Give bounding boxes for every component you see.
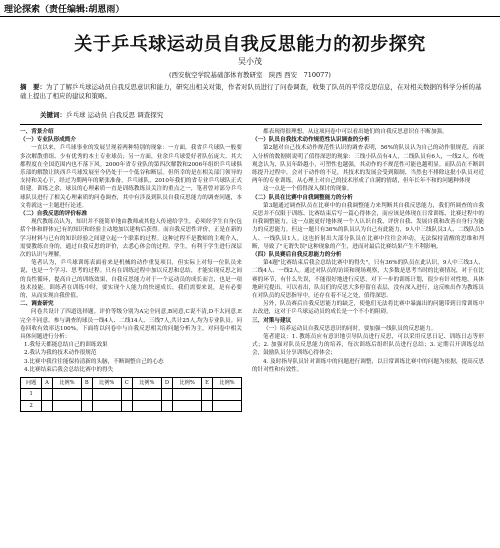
table-cell [212,389,241,400]
table-cell [132,400,161,411]
table-cell [121,389,132,400]
table-header-cell: E [202,378,213,389]
table-cell [42,400,53,411]
body-paragraph: 第4题"比赛结束后我会总结比赛中的得失"，只有36%的队员在此认识，9人中三线3人、二线4人、一线2人。通过对队员的访谈和现场观察，大多数是思考当时的比赛情况，对于在比赛的环节，有什么失误，不能很好地进行反思，对下一步的训练计划，很少有针对性地，具体地研究提出。可以看出，队员们的反思大多停留在表层，没有深入进行，这反映出作为教练员在对队员的反思指导中，还存在着不足之处，值得深思。 [252,260,484,300]
table-header-cell: 比例% [212,378,241,389]
section-heading: 三、对策与建议 [252,317,292,324]
section-heading: （二）自我反思的评价标准 [20,211,88,218]
question-item: 2.我认为我的技术动作很规范 [24,350,97,357]
table-cell: 1 [21,389,42,400]
body-paragraph: 另外，队员赛后自我反思能力的缺乏，使他们无法将比赛中暴露出的问题带到日常训练中去改进，这对于乒乓球运动员的成长是一个不小的阻碍。 [252,301,484,316]
table-header-cell: 比例% [173,378,202,389]
section-heading: （一）专业队形成简介 [20,137,76,144]
table-cell [161,389,172,400]
table-header-cell: B [81,378,92,389]
keywords-text: 乒乓球 运动员 自我反思 调查探究 [66,111,164,119]
abstract-label: 摘 要： [20,83,46,91]
table-cell [42,389,53,400]
section-heading: （四）队员赛后自我反思能力的分析 [252,252,342,259]
table-cell [202,389,213,400]
table-cell [52,389,81,400]
keywords [40,110,480,119]
journal-header-bar [0,0,500,17]
question-item: 4.比赛结束后我会总结比赛中的得失 [24,366,114,373]
article-author: 吴小茂 [238,57,262,66]
table-cell [132,389,161,400]
body-paragraph: 笔者建议：1. 教练员应有意识地引导队员进行反思，可以采用反思日记、训练日志等形式；2. 加强对队员反思能力的培养，每次训练后组织队员进行总结；3. 定期召开训练总结会，鼓励队员分享训练心得体会； [252,334,484,357]
table-cell: 2 [21,400,42,411]
column-label: 理论探索（责任编辑:胡恩雨） [4,5,125,15]
abstract [20,83,482,101]
table-header-cell: 问题 [21,378,42,389]
body-paragraph: 4. 及时指导队员针对训练中的问题进行调整，以日常训练比赛中的问题为依据，提高反思的针对性和有效性。 [252,358,484,373]
table-row [21,400,242,411]
section-heading: （二）队员在比赛中自我调整能力的分析 [252,194,353,201]
table-cell [81,389,92,400]
table-cell [161,400,172,411]
section-heading: 一、背景介绍 [20,129,54,135]
body-paragraph: 第3题通过调查队员在比赛中的自我调整能力来判断其自我反思能力，我们所调查的自我反思并不仅限于训练、比赛结束后写一篇心得体会，而应该是体现在日常训练、比赛过程中的自我调整能力，这一点能更好地体现一个人认识自我、评价自我、发展自我和改善自身行为能力的反思能力。但这一题只有36%的队员认为自己有此能力，9人中三线队员3人、二线队员5人、一线队员1人。这也折射出大部分队员在比赛中往往会冲动，无法保持清醒的思维和判断，导致了"无谓失误"这种现象的产生，进而对最后比赛结果产生不利影响。 [252,202,484,250]
body-paragraph: 现代教练员认为，知识并不能简单地由教师或其他人传递给学生，必须经学生自身(包括个体和群体)已有的知识和经验主动地加以建构后获得。而自我反思性评价，正是在新的学习材料与已有的知识经验之间建立起一个联系的过程。这种过程不是教师的主观介入，需要教练自身的，通过自我反思的评价，去悉心体会的过程。学生，有利于学生进行深层次的认识与理解。 [20,219,242,259]
table-header-cell: 比例% [52,378,81,389]
body-paragraph: 这一点是一个值得深入探讨的现象。 [263,186,353,193]
table-cell [173,389,202,400]
question-item: 1.我每天都能总结自己的训练效果 [24,342,108,349]
body-paragraph: 一直以来，乒乓球事业的发展呈现着两种特别的现象：一方面，我省乒乓球队一般要多次解散重组、少有优秀的本土专业球员；另一方面，业余乒乓球爱好者队伍庞大、其大都程度在全国范围内也不落下风。2000年省专业队的第四次解散和2006年组织乒乓球俱乐部的解散让陕西乒乓球发展至今仍处于一个低谷和断层。但所幸的是在相关部门领导的支持和关心下，经过为期两年的紧张准备，乒乓球队、2010年我们的省专业乒乓球队正式组建。训练之余，球员的心理素质一直是训练教练员关注的重点之一，笔者曾对部分乒乓球队员进行了相关心理素质的问卷调查，其中有涉及到队员自我反思能力的调查问题，本文将就这一主题进行论述。 [20,145,242,209]
body-paragraph: 笔者认为，乒乓球训练表面看来是机械的动作重复项目，但实际上对每一位队员来说，也是一个学习、思考的过程。只有在训练过程中加以反思和总结，才能实现反思之间的良性循环，提高自己的训练效果，自我反思能力对于一个运动员的成长而言，也是一项技术技能。训练者在训练中时，要实现个人能力的快速成长，我们需要来说，是有必要的，从而实现自我价值。 [20,260,242,300]
body-paragraph: 问卷共设计了四道选择题。评价等级分别为A完全同意,B同意,C说不清,D不太同意,E完全不同意。参与调查的球员一线4人、二线14人、三线7人,共计25人,均为专业队员。问卷回收有效率达100%。下面将以问卷中与自我反思相关的问题分析为主，对问卷中相关具体问题进行分析： [20,309,242,341]
table-cell [52,400,81,411]
left-text-column [20,128,242,548]
table-cell [92,389,121,400]
table-header-cell: A [42,378,53,389]
abstract-text: 为了了解乒乓球运动员自我反思意识和能力，研究出相关对策，作者对队员进行了问卷调查，收集了队员的平常反思信息，在对相关数据的科学分析的基础上提出了相应的建议和策略。 [20,83,482,100]
table-row [21,389,242,400]
article-title: 关于乒乓球运动员自我反思能力的初步探究 [74,34,426,55]
survey-table [20,377,242,412]
right-text-column [252,128,484,548]
body-paragraph: 都表现得很理想，从这项问卷中可以看出她们的自我反思意识在不断加强。 [263,129,448,135]
section-heading: 二、调查研究 [20,301,54,308]
table-cell [121,400,132,411]
table-cell [173,400,202,411]
article-affiliation: (西安航空学院基础部体育教研室 陕西 西安 710077) [169,71,331,79]
question-item: 3.比赛中我往往能保持清新的头脑，不断调整自己的心态 [24,358,164,365]
keywords-label: 关键词： [40,111,66,119]
section-divider [20,124,482,125]
table-header-cell: 比例% [132,378,161,389]
table-cell [202,400,213,411]
table-header-cell: C [121,378,132,389]
section-heading: （一）队员自我技术动作规范性认识调查的分析 [252,137,370,144]
body-paragraph: （一）培养运动员自我反思意识的同时，要加强一线队员的反思能力。 [263,325,437,332]
table-cell [212,400,241,411]
body-paragraph: 第2题对自己技术动作规范性认识的调查表明，56%的队员认为自己的动作很规范，而深入分析的数据则说明了值得深思的现象：三线小队员有4人，二线队员有6人，一线2人，传统观念认为，队员年龄越小，可塑性也越强，其动作的不规范性可能也越明显。而队员在不断训练提升过程中，会对于动作的不足，其技术的发展会受到限制，当然也不排除这批小队员对近两年的专业训练，从心理上对自己的技术形成了自满的情绪，但年长年不和的问题种体现 [252,145,484,185]
table-cell [81,400,92,411]
table-header-cell: D [161,378,172,389]
table-cell [92,400,121,411]
table-header-cell: 比例% [92,378,121,389]
